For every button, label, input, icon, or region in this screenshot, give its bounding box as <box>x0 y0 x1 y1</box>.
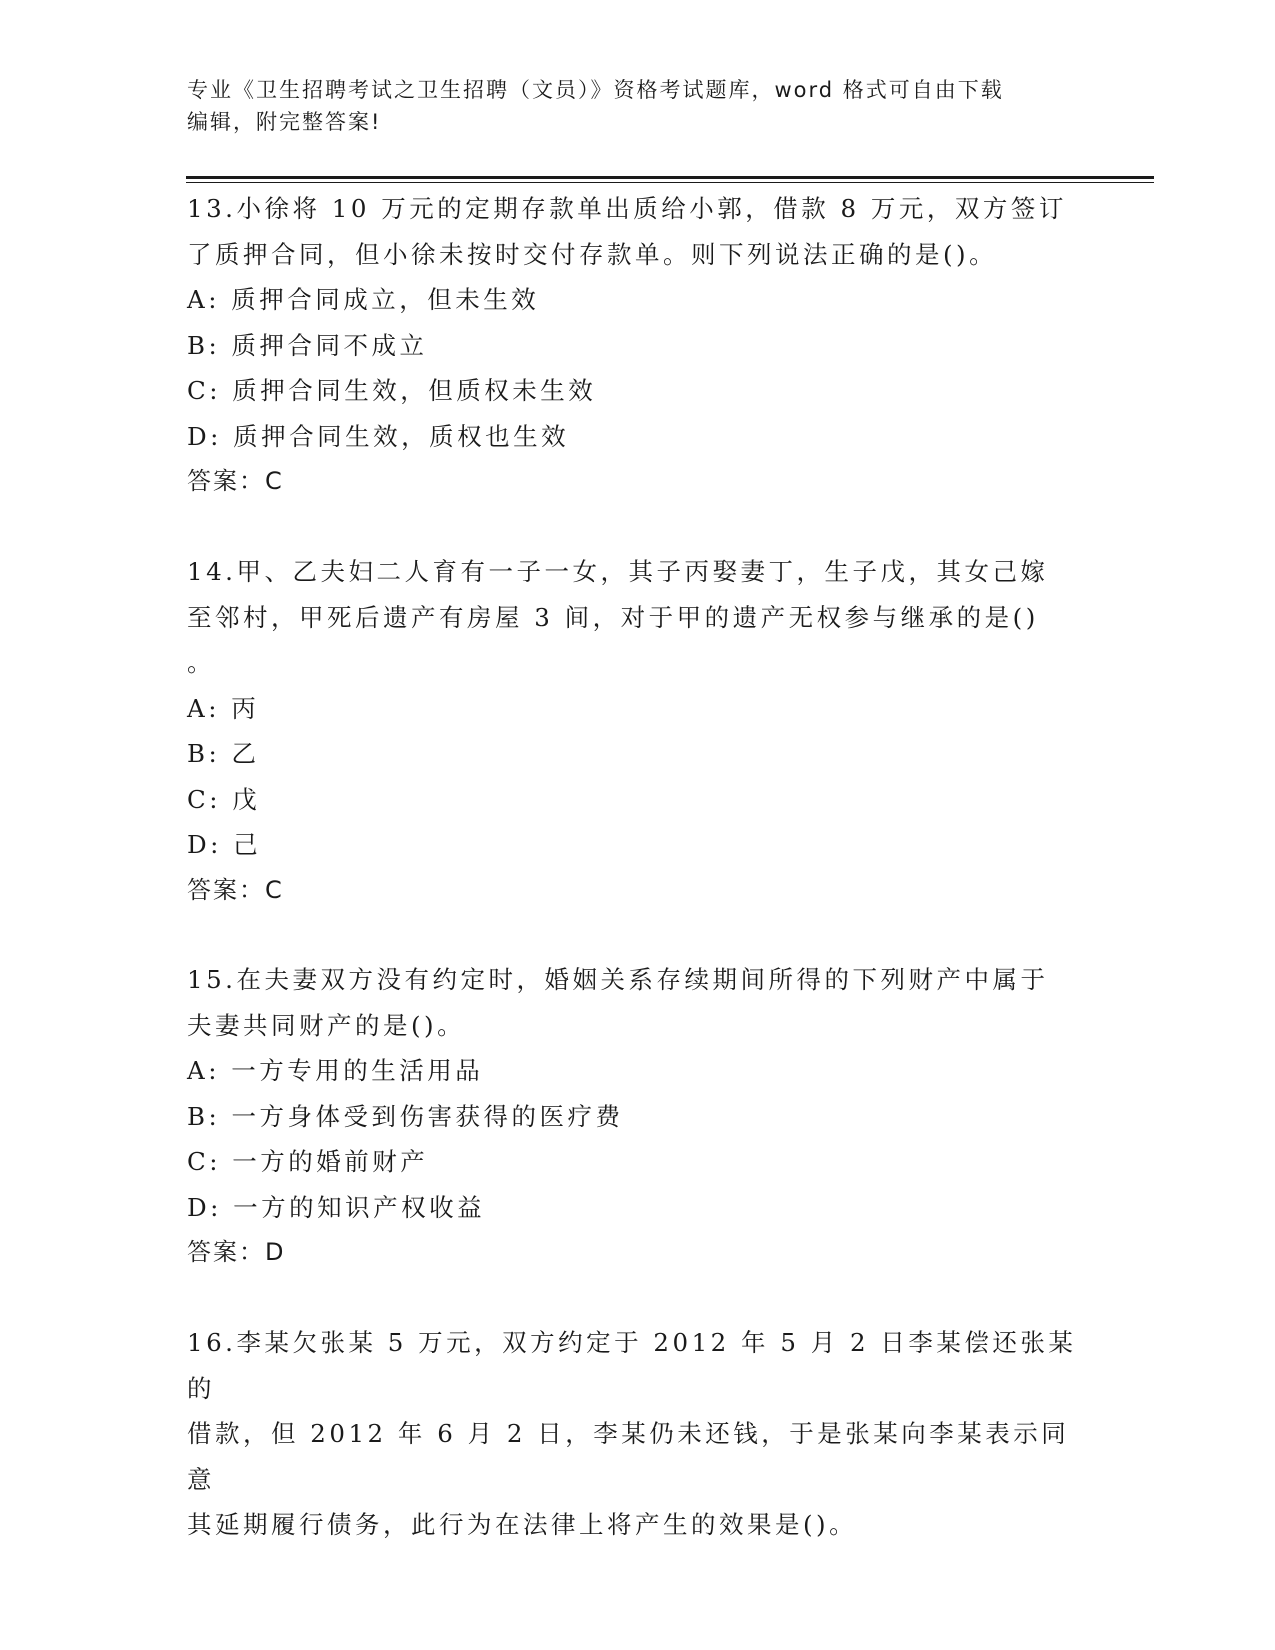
question-stem-line: 。 <box>187 648 215 677</box>
answer-text: 答案：C <box>187 467 284 495</box>
question-stem-line: 其延期履行债务，此行为在法律上将产生的效果是()。 <box>187 1510 858 1539</box>
option-c: C: 一方的婚前财产 <box>187 1147 429 1176</box>
question-stem-line: 至邻村，甲死后遗产有房屋 3 间，对于甲的遗产无权参与继承的是() <box>187 602 1039 632</box>
option-b: B: 质押合同不成立 <box>187 330 428 360</box>
option-b: B: 乙 <box>187 739 260 768</box>
option-d: D: 质押合同生效，质权也生效 <box>187 421 570 451</box>
question-stem-line: 16.李某欠张某 5 万元，双方约定于 2012 年 5 月 2 日李某偿还张某的 <box>187 1328 1077 1403</box>
question-stem-line: 借款，但 2012 年 6 月 2 日，李某仍未还钱，于是张某向李某表示同意 <box>187 1419 1070 1494</box>
option-c: C: 戊 <box>187 784 261 814</box>
answer-text: 答案：D <box>187 1238 286 1266</box>
header-line-1: 专业《卫生招聘考试之卫生招聘（文员）》资格考试题库，word 格式可自由下载 <box>187 78 1004 102</box>
question-stem-line: 了质押合同，但小徐未按时交付存款单。则下列说法正确的是()。 <box>187 239 998 269</box>
question-stem-line: 夫妻共同财产的是()。 <box>187 1010 466 1040</box>
option-b: B: 一方身体受到伤害获得的医疗费 <box>187 1101 624 1131</box>
header-divider-thin <box>186 182 1154 183</box>
question-16 <box>187 1320 1087 1548</box>
question-15 <box>187 957 1087 1276</box>
option-d: D: 己 <box>187 830 262 859</box>
option-a: A: 丙 <box>187 693 260 723</box>
header-line-2: 编辑，附完整答案! <box>187 110 382 134</box>
option-c: C: 质押合同生效，但质权未生效 <box>187 376 597 405</box>
document-header <box>187 74 1067 138</box>
header-divider-thick <box>186 176 1154 179</box>
question-13 <box>187 186 1087 505</box>
question-stem-line: 14.甲、乙夫妇二人育有一子一女，其子丙娶妻丁，生子戊，其女己嫁 <box>187 557 1049 586</box>
option-d: D: 一方的知识产权收益 <box>187 1192 486 1222</box>
answer-text: 答案：C <box>187 875 284 904</box>
question-stem-line: 13.小徐将 10 万元的定期存款单出质给小郭，借款 8 万元，双方签订 <box>187 194 1067 223</box>
question-stem-line: 15.在夫妻双方没有约定时，婚姻关系存续期间所得的下列财产中属于 <box>187 965 1049 994</box>
question-14 <box>187 549 1087 913</box>
option-a: A: 质押合同成立，但未生效 <box>187 285 540 314</box>
option-a: A: 一方专用的生活用品 <box>187 1056 484 1085</box>
